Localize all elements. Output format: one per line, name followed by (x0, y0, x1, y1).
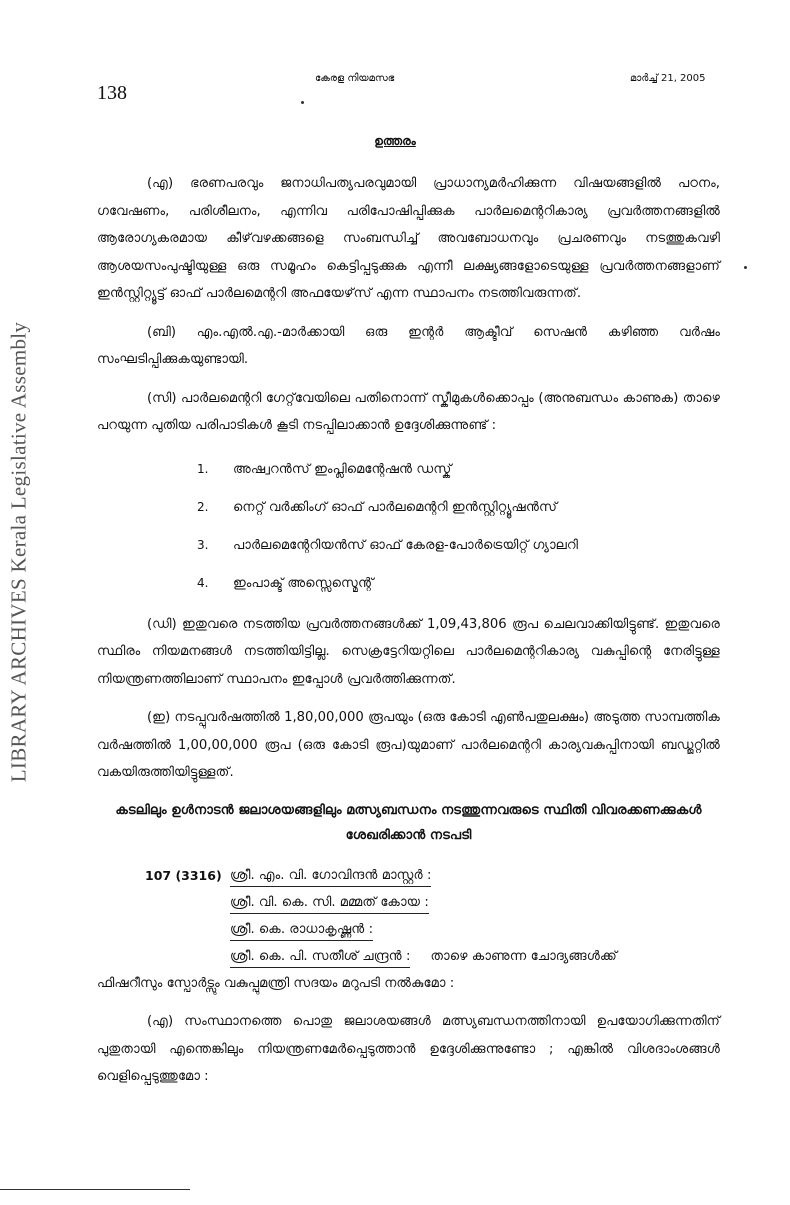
question-number: 107 (3316) (145, 867, 222, 883)
question-part-a: (എ) സംസ്ഥാനത്തെ പൊതു ജലാശയങ്ങൾ മത്സ്യബന്ധനത്തിനായി ഉപയോഗിക്കുന്നതിന് പുതുതായി എന്തെങ്കിലും നിയന്ത്രണമേർപ്പെടുത്താൻ ഉദ്ദേശിക്കുന്നുണ്ടോ ; എങ്കിൽ വിശദാംശങ്ങൾ വെളിപ്പെടുത്തുമോ : (97, 1014, 720, 1084)
scan-speck (301, 101, 304, 104)
question-block (97, 862, 720, 970)
list-item (197, 451, 720, 489)
question-heading: കടലിലും ഉൾനാടൻ ജലാശയങ്ങളിലും മത്സ്യബന്ധനം നടത്തുന്നവരുടെ സ്ഥിതി വിവരക്കണക്കുകൾ ശേഖരിക്കാൻ നടപടി (115, 802, 702, 843)
member-row (230, 862, 720, 889)
answer-part-e: (ഇ) നടപ്പുവർഷത്തിൽ 1,80,00,000 രൂപയും (ഒരു കോടി എൺപതുലക്ഷം) അടുത്ത സാമ്പത്തിക വർഷത്തിൽ 1,00,00,000 രൂപ (ഒരു കോടി രൂപ)യുമാണ് പാർലമെന്ററി കാര്യവകുപ്പിനായി ബഡ്ജറ്റിൽ വകയിരുത്തിയിട്ടുള്ളത്. (97, 710, 720, 780)
scan-speck (744, 266, 747, 269)
list-item-number: 4. (197, 575, 209, 590)
member-name: ശ്രീ. കെ. പി. സതീശ് ചന്ദ്രൻ : (230, 947, 410, 968)
list-item-text: അഷ്വറൻസ് ഇംപ്ലിമെന്റേഷൻ ഡസ്ക് (233, 461, 452, 477)
member-name: ശ്രീ. കെ. രാധാകൃഷ്ണൻ : (230, 920, 373, 941)
list-item-text: നെറ്റ് വർക്കിംഗ് ഓഫ് പാർലമെന്ററി ഇൻസ്റ്റിറ്റ്യൂഷൻസ് (233, 499, 558, 515)
member-row (230, 943, 720, 970)
question-instruction: താഴെ കാണുന്ന ചോദ്യങ്ങൾക്ക് (430, 948, 617, 964)
member-name: ശ്രീ. വി. കെ. സി. മമ്മത് കോയ : (230, 893, 429, 914)
header-title: കേരള നിയമസഭ (315, 73, 395, 84)
answer-part-b: (ബി) എം.എൽ.എ.-മാർക്കായി ഒരു ഇന്റർ ആക്ടീവ് സെഷൻ കഴിഞ്ഞ വർഷം സംഘടിപ്പിക്കുകയുണ്ടായി. (97, 324, 720, 367)
program-list (97, 451, 720, 603)
list-item-text: ഇംപാക്ട് അസ്സെസ്മെന്റ് (233, 575, 374, 591)
footer-rule (0, 1189, 190, 1190)
page-header (0, 70, 790, 110)
member-row (230, 916, 720, 943)
answer-part-c: (സി) പാർലമെന്ററി ഗേറ്റ്‌വേയിലെ പതിനൊന്ന് സ്കീമുകൾക്കൊപ്പം (അനുബന്ധം കാണുക) താഴെ പറയുന്ന പുതിയ പരിപാടികൾ കൂടി നടപ്പിലാക്കാൻ ഉദ്ദേശിക്കുന്നുണ്ട് : (97, 390, 720, 433)
list-item (197, 489, 720, 527)
header-date: മാർച്ച് 21, 2005 (630, 73, 706, 84)
list-item-number: 1. (197, 461, 209, 476)
page-body (97, 170, 720, 1102)
list-item (197, 527, 720, 565)
list-item-number: 2. (197, 499, 209, 514)
list-item-text: പാർലമെന്റേറിയൻസ് ഓഫ് കേരള-പോർട്രെയിറ്റ് ഗ്യാലറി (233, 537, 578, 553)
answer-part-d: (ഡി) ഇതുവരെ നടത്തിയ പ്രവർത്തനങ്ങൾക്ക് 1,09,43,806 രൂപ ചെലവാക്കിയിട്ടുണ്ട്. ഇതുവരെ സ്ഥിരം നിയമനങ്ങൾ നടത്തിയിട്ടില്ല. സെക്രട്ടേറിയറ്റിലെ പാർലമെന്ററികാര്യ വകുപ്പിന്റെ നേരിട്ടുള്ള നിയന്ത്രണത്തിലാണ് സ്ഥാപനം ഇപ്പോൾ പ്രവർത്തിക്കുന്നത്. (97, 616, 720, 687)
page-number: 138 (97, 82, 127, 104)
list-item-number: 3. (197, 537, 209, 552)
archive-watermark: LIBRARY ARCHIVES Kerala Legislative Assembly (6, 321, 31, 783)
member-row (230, 889, 720, 916)
question-continuation: ഫിഷറീസും സ്പോർട്സും വകുപ്പുമന്ത്രി സദയം മറുപടി നൽകുമോ : (97, 975, 455, 991)
list-item (197, 565, 720, 603)
answer-part-a: (എ) ഭരണപരവും ജനാധിപത്യപരവുമായി പ്രാധാന്യമർഹിക്കുന്ന വിഷയങ്ങളിൽ പഠനം, ഗവേഷണം, പരിശീലനം, എന്നിവ പരിപോഷിപ്പിക്കുക പാർലമെന്ററികാര്യ പ്രവർത്തനങ്ങളിൽ ആരോഗ്യകരമായ കീഴ്‌വഴക്കങ്ങളെ സംബന്ധിച്ച് അവബോധനവും പ്രചരണവും നടത്തുകവഴി ആശയസംപുഷ്ടിയുള്ള ഒരു സമൂഹം കെട്ടിപ്പടുക്കുക എന്നീ ലക്ഷ്യങ്ങളോടെയുള്ള പ്രവർത്തനങ്ങളാണ് ഇൻസ്റ്റിറ്റ്യൂട്ട് ഓഫ് പാർലമെന്ററി അഫയേഴ്‌സ് എന്ന സ്ഥാപനം നടത്തിവരുന്നത്. (97, 176, 720, 301)
member-name: ശ്രീ. എം. വി. ഗോവിന്ദൻ മാസ്റ്റർ : (230, 866, 431, 887)
answer-heading: ഉത്തരം (374, 134, 416, 148)
member-list (230, 862, 720, 970)
